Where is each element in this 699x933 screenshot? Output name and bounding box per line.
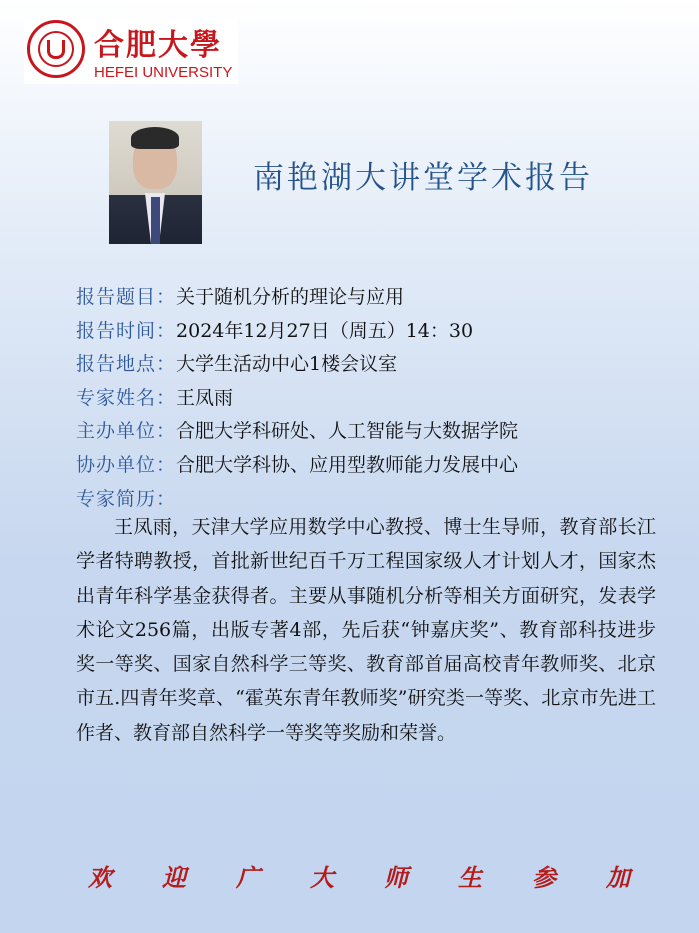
info-value: 合肥大学科研处、人工智能与大数据学院 <box>176 420 519 443</box>
info-label: 主办单位： <box>76 420 177 443</box>
logo-name-cn: 合肥大學 <box>94 28 222 63</box>
info-value: 王凤雨 <box>176 386 234 409</box>
info-row-location <box>76 348 656 382</box>
info-value: 关于随机分析的理论与应用 <box>176 286 405 308</box>
welcome-banner: 欢迎广大师生参加 <box>88 863 680 892</box>
info-row-time <box>76 315 656 349</box>
info-value: 2024年12月27日（周五）14：30 <box>176 319 474 342</box>
info-row-topic <box>76 281 656 315</box>
logo-name-en: HEFEI UNIVERSITY <box>94 64 233 81</box>
report-info <box>76 281 656 516</box>
speaker-photo <box>109 121 202 244</box>
info-value: 合肥大学科协、应用型教师能力发展中心 <box>176 453 519 476</box>
info-row-co-host <box>76 449 656 483</box>
info-label: 报告题目： <box>76 286 177 308</box>
info-label: 报告时间： <box>76 319 177 342</box>
info-row-speaker <box>76 382 656 416</box>
page-title: 南艳湖大讲堂学术报告 <box>253 160 593 196</box>
info-label: 协办单位： <box>76 453 177 476</box>
university-logo <box>24 18 238 84</box>
info-value: 大学生活动中心1楼会议室 <box>176 353 398 376</box>
info-row-host <box>76 415 656 449</box>
info-label: 专家姓名： <box>76 386 177 409</box>
info-label: 报告地点： <box>76 353 177 376</box>
speaker-bio: 王凤雨，天津大学应用数学中心教授、博士生导师，教育部长江学者特聘教授，首批新世纪百千万工程国家级人才计划人才，国家杰出青年科学基金获得者。主要从事随机分析等相关方面研究，发表学术论文256篇，出版专著4部，先后获“钟嘉庆奖”、教育部科技进步奖一等奖、国家自然科学三等奖、教育部首届高校青年教师奖、北京市五.四青年奖章、“霍英东青年教师奖”研究类一等奖、北京市先进工作者、教育部自然科学一等奖等奖励和荣誉。 <box>76 516 656 744</box>
university-seal-icon <box>27 20 85 78</box>
info-label: 专家简历： <box>76 487 177 510</box>
